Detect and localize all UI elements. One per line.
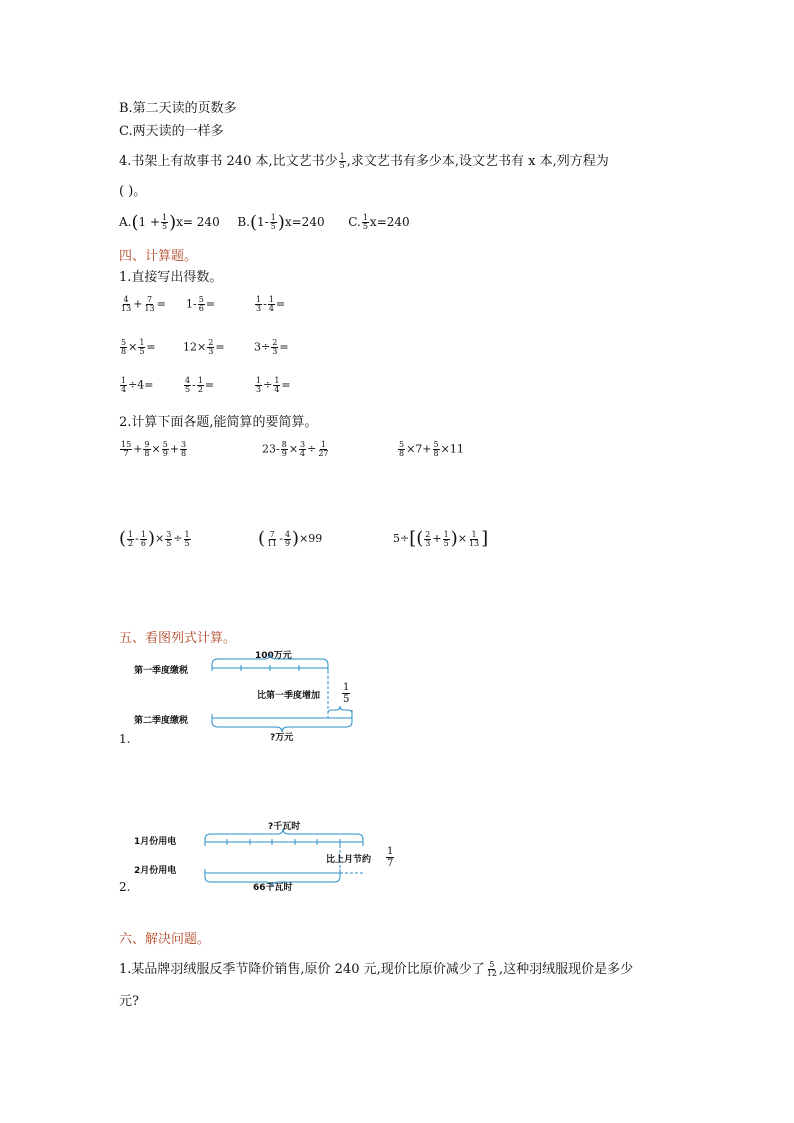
direct-r1-b: 1- $\frac{5}{6}$ =: [186, 295, 216, 313]
direct-r3-a: $\frac{1}{4}$ ÷4=: [121, 376, 154, 394]
diagram-1-fraction: $\frac{1}{5}$: [343, 682, 350, 705]
direct-r2-c: 3÷ $\frac{2}{3}$ =: [254, 338, 289, 356]
option-c: C.两天读的一样多: [119, 124, 224, 139]
diagram-1-lines: [212, 654, 352, 732]
section-6-title: 六、解决问题。: [119, 932, 211, 947]
diagram-2-top-label: ?千瓦时: [268, 822, 301, 832]
question-4: 4.书架上有故事书 240 本,比文艺书少 $\frac{1}{5}$ ,求文艺书有多少本,设文艺书有 x 本,列方程为: [119, 152, 609, 170]
diagram-2-fraction: $\frac{1}{7}$: [387, 846, 394, 869]
direct-r1-c: $\frac{1}{3}$ - $\frac{1}{4}$ =: [256, 295, 286, 313]
option-a: A.(1 + $\frac{1}{5}$ )x= 240: [119, 212, 220, 233]
section-4-q1: 1.直接写出得数。: [119, 270, 223, 285]
fraction: $\frac{1}{5}$: [339, 152, 345, 170]
direct-r3-c: $\frac{1}{3}$ ÷ $\frac{1}{4}$ =: [256, 376, 291, 394]
diagram-2-row2-label: 2月份用电: [134, 866, 177, 876]
section-6-q1-line2: 元?: [119, 994, 139, 1009]
section-6-q1: 1.某品牌羽绒服反季节降价销售,原价 240 元,现价比原价减少了 $\frac{5}{12}$ ,这种羽绒服现价是多少: [119, 960, 634, 978]
direct-r1-a: $\frac{4}{13}$ + $\frac{7}{13}$ =: [121, 295, 166, 313]
calc-expr-6: 5÷[( $\frac{2}{3}$ + $\frac{1}{5}$ )× $\frac{1}{13}$ ]: [393, 528, 489, 549]
option-c-equation: C. $\frac{1}{5}$ x=240: [348, 213, 410, 231]
diagram-1-top-label: 100万元: [255, 651, 292, 661]
direct-r2-b: 12× $\frac{2}{3}$ =: [183, 338, 225, 356]
diagram-1-row1-label: 第一季度缴税: [134, 666, 189, 676]
calc-expr-5: ( $\frac{7}{11}$ - $\frac{4}{9}$ )×99: [258, 528, 323, 549]
diagram-2-bottom-label: 66千瓦时: [253, 883, 293, 893]
diagram-2-row1-label: 1月份用电: [134, 837, 177, 847]
calc-expr-4: ( $\frac{1}{2}$ - $\frac{1}{6}$ )× $\frac{3}{5}$ ÷ $\frac{1}{5}$: [119, 528, 190, 549]
diagram-2-mid-label: 比上月节约: [326, 855, 372, 865]
calc-expr-1: $\frac{15}{7}$ + $\frac{9}{8}$ × $\frac{5}{9}$ + $\frac{3}{8}$: [121, 440, 187, 458]
diagram-1-number: 1.: [119, 732, 131, 746]
diagram-1-mid-label: 比第一季度增加: [257, 691, 321, 701]
section-4-title: 四、计算题。: [119, 249, 198, 264]
diagram-1-row2-label: 第二季度缴税: [134, 716, 189, 726]
question-4-blank: ( )。: [119, 184, 147, 199]
direct-r3-b: $\frac{4}{5}$ - $\frac{1}{2}$ =: [185, 376, 215, 394]
section-5-title: 五、看图列式计算。: [119, 631, 237, 646]
section-4-q2: 2.计算下面各题,能简算的要简算。: [119, 415, 318, 430]
calc-expr-3: $\frac{5}{8}$ ×7+ $\frac{5}{8}$ ×11: [399, 440, 464, 458]
option-b-equation: B.(1- $\frac{1}{5}$ )x=240: [237, 212, 325, 233]
diagram-2-number: 2.: [119, 880, 131, 894]
diagram-1-bottom-label: ?万元: [270, 733, 294, 743]
calc-expr-2: 23- $\frac{8}{9}$ × $\frac{3}{4}$ ÷ $\frac{1}{27}$: [262, 440, 329, 458]
direct-r2-a: $\frac{5}{8}$ × $\frac{1}{5}$ =: [121, 338, 156, 356]
option-b: B.第二天读的页数多: [119, 101, 237, 116]
